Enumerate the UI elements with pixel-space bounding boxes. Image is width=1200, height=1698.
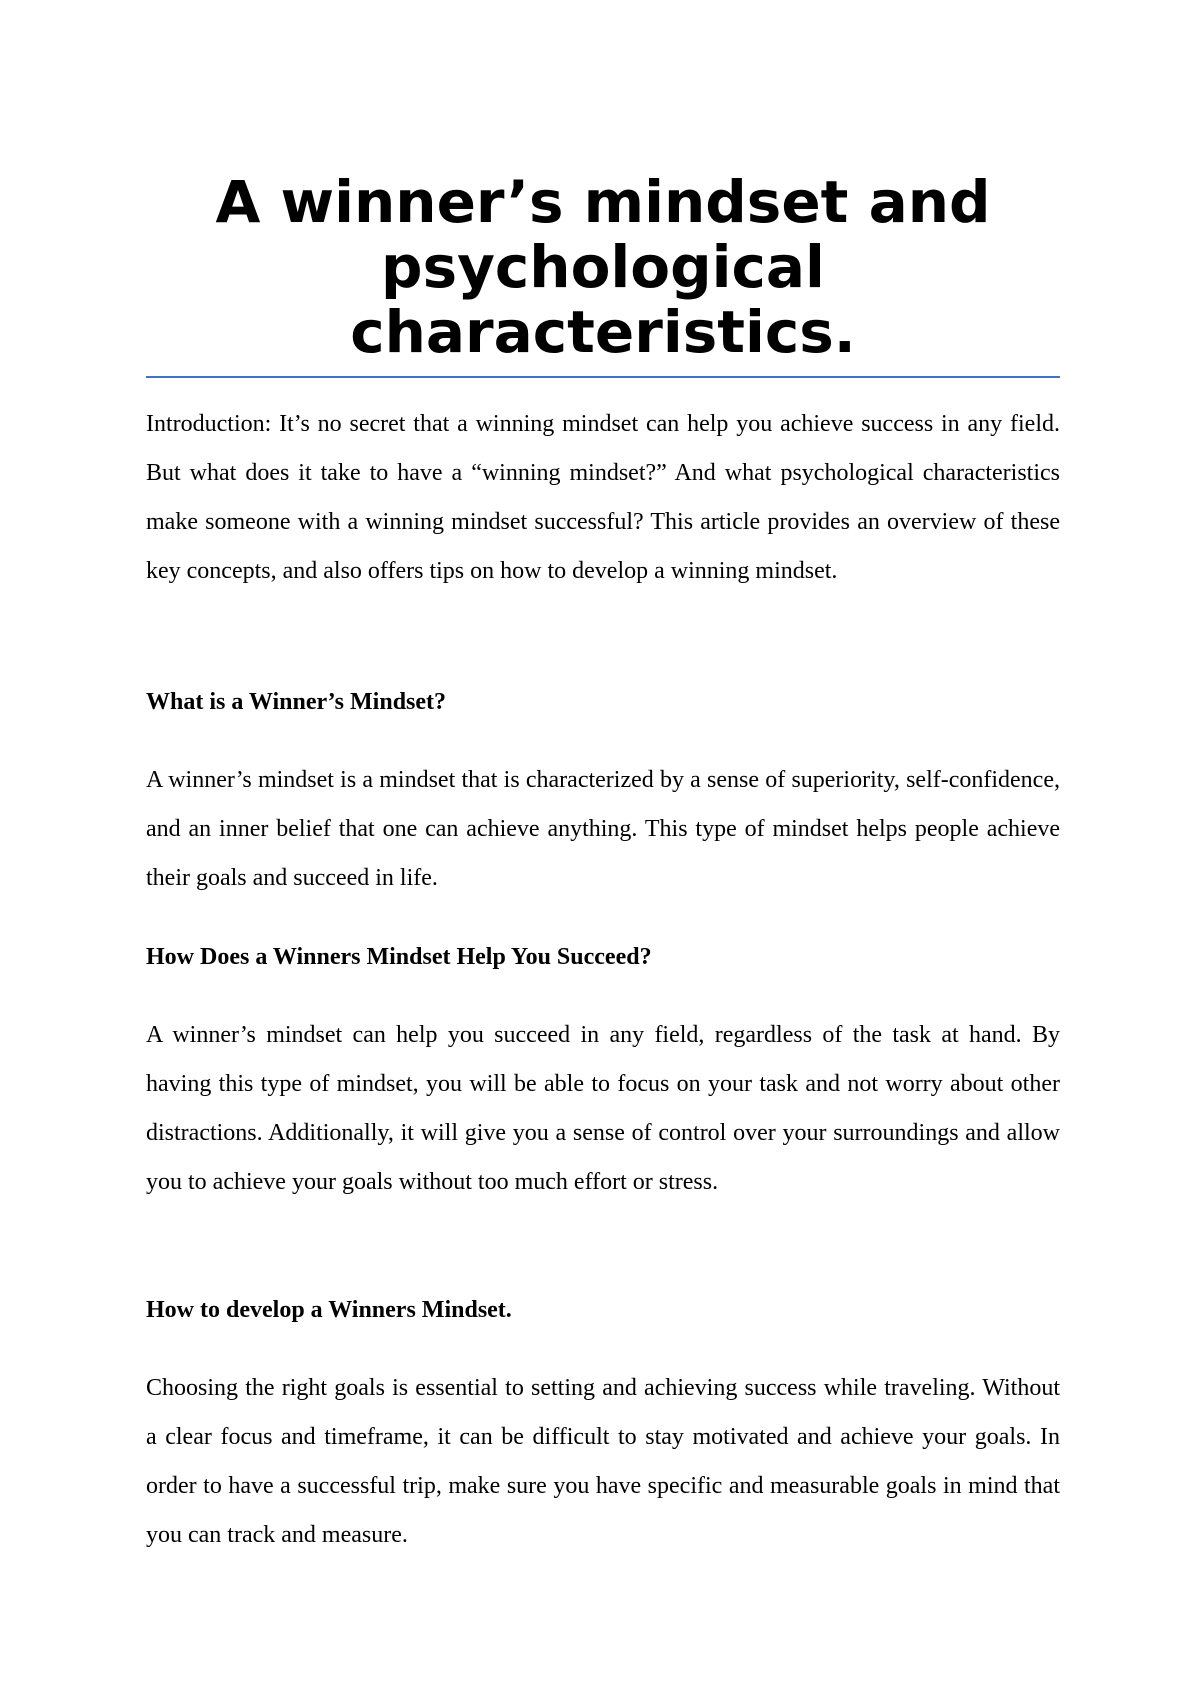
section-heading-how-does: How Does a Winners Mindset Help You Succeed? [146,944,652,970]
section-heading-how-to-develop: How to develop a Winners Mindset. [146,1297,512,1323]
section-body-what-is: A winner’s mindset is a mindset that is characterized by a sense of superiority, self-confidence, and an inner belief that one can achieve anything. This type of mindset helps people achieve their goals and succeed in life. [146,767,1060,891]
section-body-how-to-develop: Choosing the right goals is essential to setting and achieving success while traveling. Without a clear focus and timeframe, it can be difficult to stay motivated and achieve your goals. In order to have a successful trip, make sure you have specific and measurable goals in mind that you can track and measure. [146,1375,1060,1548]
introduction-paragraph: Introduction: It’s no secret that a winning mindset can help you achieve success in any field. But what does it take to have a “winning mindset?” And what psychological characteristics make someone with a winning mindset successful? This article provides an overview of these key concepts, and also offers tips on how to develop a winning mindset. [146,411,1060,584]
document-title: A winner’s mindset and psychological characteristics. [215,168,991,366]
section-body-how-does: A winner’s mindset can help you succeed in any field, regardless of the task at hand. By having this type of mindset, you will be able to focus on your task and not worry about other distractions. Additionally, it will give you a sense of control over your surroundings and allow you to achieve your goals without too much effort or stress. [146,1022,1060,1195]
section-heading-what-is: What is a Winner’s Mindset? [146,689,447,715]
title-underline-rule [146,376,1060,378]
